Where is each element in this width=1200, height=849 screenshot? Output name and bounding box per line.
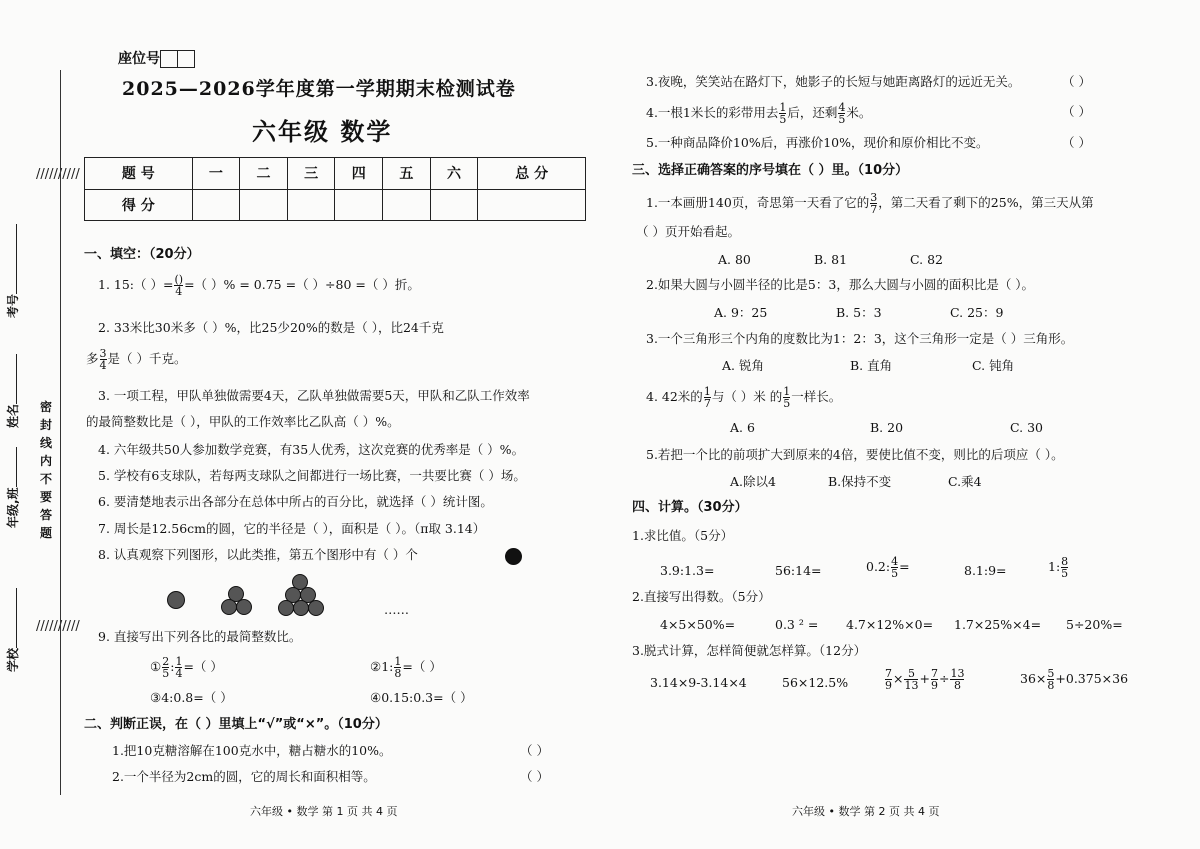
judge-2-answer[interactable]: （ ） <box>520 769 549 784</box>
choice-2: 2.如果大圆与小圆半径的比是5：3，那么大圆与小圆的面积比是（ ）。 <box>646 277 1035 292</box>
calc-1-item-3: 0.2: $\frac{4}{5}$ = <box>866 555 910 580</box>
judge-1: 1.把10克糖溶解在100克水中，糖占糖水的10%。 <box>112 743 392 758</box>
dot-icon <box>293 600 309 616</box>
judge-3: 3.夜晚，笑笑站在路灯下，她影子的长短与她距离路灯的远近无关。 <box>646 74 1021 89</box>
seat-box-2[interactable] <box>178 50 195 68</box>
judge-5-answer[interactable]: （ ） <box>1062 135 1091 150</box>
binding-strip <box>0 60 80 800</box>
choice-5: 5.若把一个比的前项扩大到原来的4倍，要使比值不变，则比的后项应（ ）。 <box>646 447 1064 462</box>
question-1-1: 1. 15:（ ）= $\frac{()}{4}$ =（ ）% = 0.75 =（ ）÷80 =（ ）折。 <box>98 273 420 298</box>
school-field[interactable]: 学校 <box>4 588 21 672</box>
choice-3-option-a[interactable]: A. 锐角 <box>722 358 764 373</box>
dot-icon <box>278 600 294 616</box>
binding-slashes-bottom: ////////// <box>36 619 80 634</box>
grade-class-field[interactable]: 年级,班 <box>4 447 21 528</box>
choice-1-option-b[interactable]: B. 81 <box>814 252 848 267</box>
question-1-3b: 的最简整数比是（ ），甲队的工作效率比乙队高（ ）%。 <box>86 414 400 429</box>
calc-3-title: 3.脱式计算，怎样简便就怎样算。（12分） <box>632 643 867 658</box>
judge-3-answer[interactable]: （ ） <box>1062 74 1091 89</box>
black-dot-icon <box>505 548 522 565</box>
dot-icon <box>308 600 324 616</box>
calc-1-item-4: 8.1:9= <box>964 563 1007 578</box>
page-2-footer: 六年级 • 数学 第 2 页 共 4 页 <box>792 805 940 818</box>
dots-ellipsis: …… <box>384 602 409 617</box>
dot-icon <box>236 599 252 615</box>
score-header-row: 题 号 一 二 三 四 五 六 总 分 <box>85 158 586 190</box>
choice-2-option-b[interactable]: B. 5：3 <box>836 305 882 320</box>
choice-5-option-b[interactable]: B.保持不变 <box>828 474 892 489</box>
calc-1-item-1: 3.9:1.3= <box>660 563 715 578</box>
judge-2: 2.一个半径为2cm的圆，它的周长和面积相等。 <box>112 769 376 784</box>
question-1-9: 9. 直接写出下列各比的最简整数比。 <box>98 629 302 644</box>
question-1-8: 8. 认真观察下列图形，以此类推，第五个图形中有（ ）个 <box>98 547 418 562</box>
choice-3-option-c[interactable]: C. 钝角 <box>972 358 1015 373</box>
question-1-5: 5. 学校有6支球队，若每两支球队之间都进行一场比赛，一共要比赛（ ）场。 <box>98 468 526 483</box>
exam-no-field[interactable]: 考号 <box>4 224 21 318</box>
calc-3-item-2: 56×12.5% <box>782 675 849 690</box>
choice-4-option-c[interactable]: C. 30 <box>1010 420 1043 435</box>
exam-title: 2025—2026学年度第一学期期末检测试卷 <box>122 78 516 100</box>
question-1-7: 7. 周长是12.56cm的圆，它的半径是（ ），面积是（ ）。（π取 3.14） <box>98 521 486 536</box>
section-2-title: 二、判断正误，在（ ）里填上“√”或“×”。（10分） <box>84 717 388 732</box>
choice-1-cont: （ ）页开始看起。 <box>636 224 740 239</box>
seat-number[interactable]: 座位号 <box>118 48 195 68</box>
choice-2-option-c[interactable]: C. 25：9 <box>950 305 1004 320</box>
choice-1: 1.一本画册140页，奇思第一天看了它的 $\frac{3}{7}$ ，第二天看了剩下的25%，第三天从第 <box>646 191 1094 216</box>
choice-4: 4. 42米的 $\frac{1}{7}$ 与（ ）米 的 $\frac{1}{5}$ 一样长。 <box>646 385 842 410</box>
calc-2-item-4: 1.7×25%×4= <box>954 617 1042 632</box>
calc-2-item-5: 5÷20%= <box>1066 617 1123 632</box>
judge-4: 4.一根1米长的彩带用去 $\frac{1}{5}$ 后，还剩 $\frac{4}{5}$ 米。 <box>646 101 872 126</box>
judge-5: 5.一种商品降价10%后，再涨价10%，现价和原价相比不变。 <box>646 135 989 150</box>
calc-3-item-3: $\frac{7}{9}$ × $\frac{5}{13}$ + $\frac{7}{9}$ ÷ $\frac{13}{8}$ <box>885 667 965 692</box>
judge-4-answer[interactable]: （ ） <box>1062 104 1091 119</box>
choice-4-option-b[interactable]: B. 20 <box>870 420 904 435</box>
choice-4-option-a[interactable]: A. 6 <box>730 420 755 435</box>
question-1-6: 6. 要清楚地表示出各部分在总体中所占的百分比，就选择（ ）统计图。 <box>98 494 493 509</box>
seat-box-1[interactable] <box>160 50 178 68</box>
question-1-3a: 3. 一项工程，甲队单独做需要4天，乙队单独做需要5天，甲队和乙队工作效率 <box>98 388 530 403</box>
calc-3-item-4: 36× $\frac{5}{8}$ +0.375×36 <box>1020 667 1129 692</box>
calc-2-item-1: 4×5×50%= <box>660 617 736 632</box>
question-1-4: 4. 六年级共50人参加数学竞赛，有35人优秀，这次竞赛的优秀率是（ ）%。 <box>98 442 525 457</box>
calc-1-title: 1.求比值。（5分） <box>632 528 734 543</box>
exam-subtitle: 六年级 数学 <box>252 117 393 146</box>
question-1-9-4: ④0.15:0.3=（ ） <box>370 690 473 705</box>
calc-3-item-1: 3.14×9-3.14×4 <box>650 675 747 690</box>
seal-warning: 密 封 线 内 不 要 答 题 <box>40 400 53 540</box>
dot-icon <box>221 599 237 615</box>
calc-1-item-2: 56:14= <box>775 563 822 578</box>
binding-slashes-top: ////////// <box>36 167 80 182</box>
name-field[interactable]: 姓名 <box>4 354 21 428</box>
score-table <box>84 157 586 221</box>
question-1-9-3: ③4:0.8=（ ） <box>150 690 233 705</box>
calc-1-item-5: 1: $\frac{8}{5}$ <box>1048 555 1069 580</box>
judge-1-answer[interactable]: （ ） <box>520 743 549 758</box>
binding-line <box>60 70 61 795</box>
calc-2-item-3: 4.7×12%×0= <box>846 617 934 632</box>
question-1-2a: 2. 33米比30米多（ ）%，比25少20%的数是（ ），比24千克 <box>98 320 444 335</box>
section-3-title: 三、选择正确答案的序号填在（ ）里。（10分） <box>632 163 909 178</box>
question-1-9-2: ②1: $\frac{1}{8}$ =（ ） <box>370 655 442 680</box>
section-4-title: 四、计算。（30分） <box>632 500 748 515</box>
choice-5-option-a[interactable]: A.除以4 <box>730 474 776 489</box>
choice-5-option-c[interactable]: C.乘4 <box>948 474 982 489</box>
question-1-9-1: ① $\frac{2}{5}$ : $\frac{1}{4}$ =（ ） <box>150 655 223 680</box>
calc-2-item-2: 0.3 ² = <box>775 617 819 632</box>
page-1-footer: 六年级 • 数学 第 1 页 共 4 页 <box>250 805 398 818</box>
dot-icon <box>167 591 185 609</box>
section-1-title: 一、填空：（20分） <box>84 247 200 262</box>
choice-3: 3.一个三角形三个内角的度数比为1：2：3，这个三角形一定是（ ）三角形。 <box>646 331 1074 346</box>
choice-1-option-c[interactable]: C. 82 <box>910 252 943 267</box>
question-1-2b: 多 $\frac{3}{4}$ 是（ ）千克。 <box>86 347 187 372</box>
choice-1-option-a[interactable]: A. 80 <box>718 252 751 267</box>
choice-2-option-a[interactable]: A. 9：25 <box>714 305 768 320</box>
choice-3-option-b[interactable]: B. 直角 <box>850 358 893 373</box>
score-value-row: 得 分 <box>85 189 586 221</box>
calc-2-title: 2.直接写出得数。（5分） <box>632 589 771 604</box>
